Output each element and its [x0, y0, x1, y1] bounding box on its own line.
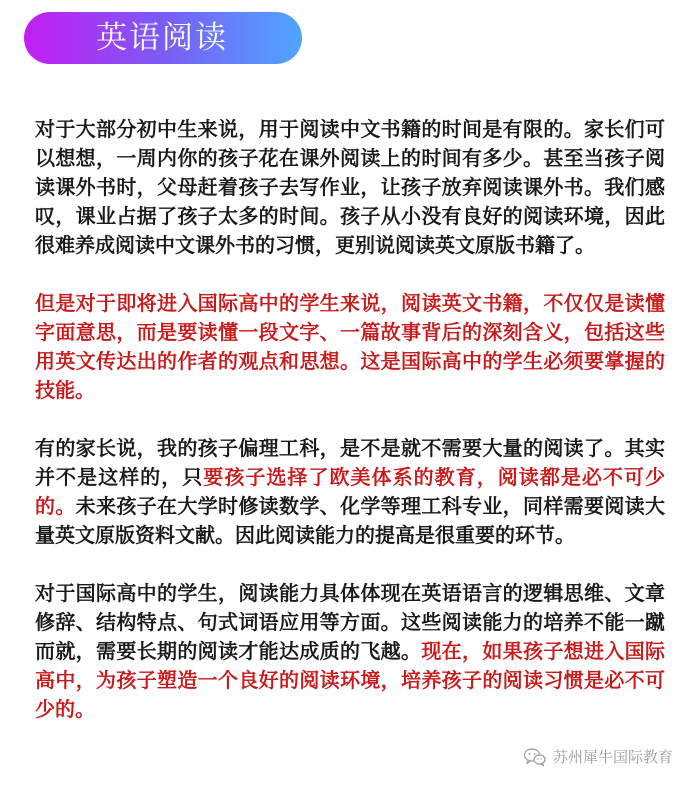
highlighted-text: 但是对于即将进入国际高中的学生来说，阅读英文书籍，不仅仅是读懂字面意思，而是要读懂一段文字、一篇故事背后的深刻含义，包括这些用英文传达出的作者的观点和思想。这是国际高中的学生必须要掌握的技能。 [35, 291, 665, 402]
wechat-icon [523, 747, 547, 767]
watermark-text: 苏州犀牛国际教育 [552, 748, 673, 766]
paragraph-2 [35, 289, 665, 405]
article-body [35, 115, 665, 724]
watermark [523, 746, 673, 767]
highlighted-text: 要孩子选择了欧美体系的教育，阅读都是必不可少的。 [35, 465, 666, 518]
paragraph-text: 未来孩子在大学时修读数学、化学等理工科专业，同样需要阅读大量英文原版资料文献。因此阅读能力的提高是很重要的环节。 [35, 494, 666, 547]
paragraph-3 [35, 434, 665, 550]
page-title: 英语阅读 [96, 19, 228, 56]
paragraph-4 [35, 579, 665, 724]
paragraph-text: 对于大部分初中生来说，用于阅读中文书籍的时间是有限的。家长们可以想想，一周内你的孩子花在课外阅读上的时间有多少。甚至当孩子阅读课外书时，父母赶着孩子去写作业，让孩子放弃阅读课外书。我们感叹，课业占据了孩子太多的时间。孩子从小没有良好的阅读环境，因此很难养成阅读中文课外书的习惯，更别说阅读英文原版书籍了。 [35, 117, 665, 257]
paragraph-1 [35, 115, 665, 260]
highlighted-text: 现在，如果孩子想进入国际高中，为孩子塑造一个良好的阅读环境，培养孩子的阅读习惯是必不可少的。 [35, 639, 666, 721]
paragraph-text: 有的家长说，我的孩子偏理工科，是不是就不需要大量的阅读了。其实并不是这样的，只 [35, 436, 665, 489]
paragraph-text: 对于国际高中的学生，阅读能力具体体现在英语语言的逻辑思维、文章修辞、结构特点、句式词语应用等方面。这些阅读能力的培养不能一蹴而就，需要长期的阅读才能达成质的飞越。 [35, 581, 665, 663]
title-banner [24, 12, 302, 64]
